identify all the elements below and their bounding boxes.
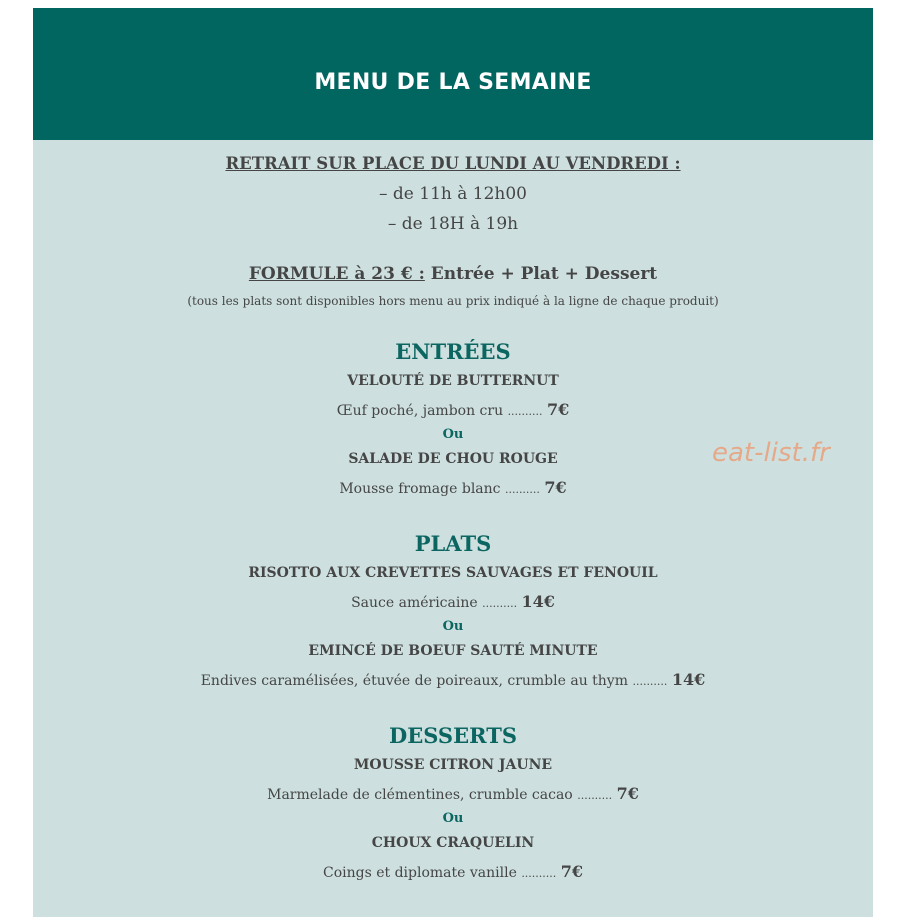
dish-price: 14€ bbox=[671, 670, 706, 689]
dish-price: 7€ bbox=[544, 478, 567, 497]
dish-description: Mousse fromage blanc bbox=[339, 481, 501, 497]
dish-description: Endives caramélisées, étuvée de poireaux, crumble au thym bbox=[200, 673, 628, 689]
dish-price: 7€ bbox=[560, 862, 583, 881]
dish-description: Coings et diplomate vanille bbox=[322, 865, 517, 881]
dish-dots: .......... bbox=[577, 789, 613, 802]
dish-name: MOUSSE CITRON JAUNE bbox=[353, 757, 553, 773]
pickup-title: RETRAIT SUR PLACE DU LUNDI AU VENDREDI : bbox=[225, 154, 681, 173]
dish-name: EMINCÉ DE BOEUF SAUTÉ MINUTE bbox=[308, 643, 598, 659]
menu-title: MENU DE LA SEMAINE bbox=[314, 70, 592, 95]
dish-dots: .......... bbox=[482, 597, 518, 610]
pickup-hours-1: – de 11h à 12h00 bbox=[379, 184, 527, 204]
dish-dots: .......... bbox=[504, 483, 540, 496]
dish-price: 7€ bbox=[616, 784, 639, 803]
dish-price: 14€ bbox=[521, 592, 555, 611]
dish-name: CHOUX CRAQUELIN bbox=[371, 835, 535, 851]
dish-line bbox=[33, 786, 873, 802]
dish-line bbox=[33, 594, 873, 610]
dish-name: RISOTTO AUX CREVETTES SAUVAGES ET FENOUIL bbox=[248, 565, 658, 581]
or-separator: Ou bbox=[442, 619, 464, 634]
dish-name: SALADE DE CHOU ROUGE bbox=[348, 451, 558, 467]
formule-line bbox=[33, 266, 873, 283]
formule-content: Entrée + Plat + Dessert bbox=[430, 264, 658, 284]
or-separator: Ou bbox=[442, 811, 464, 826]
dish-line bbox=[33, 672, 873, 688]
section-title-entrees: ENTRÉES bbox=[395, 339, 511, 364]
dish-line bbox=[33, 864, 873, 880]
dish-line bbox=[33, 480, 873, 496]
dish-price: 7€ bbox=[546, 400, 570, 419]
watermark-logo: eat-list.fr bbox=[712, 438, 830, 468]
dish-dots: .......... bbox=[507, 405, 543, 418]
dish-description: Œuf poché, jambon cru bbox=[336, 403, 504, 419]
dish-name: VELOUTÉ DE BUTTERNUT bbox=[347, 373, 559, 389]
menu-header bbox=[33, 8, 873, 140]
dish-description: Marmelade de clémentines, crumble cacao bbox=[267, 787, 573, 803]
dish-line bbox=[33, 402, 873, 418]
dish-description: Sauce américaine bbox=[351, 595, 478, 611]
formule-label: FORMULE à 23 € : bbox=[248, 264, 425, 284]
menu-panel bbox=[33, 140, 873, 917]
or-separator: Ou bbox=[442, 427, 464, 442]
formule-note: (tous les plats sont disponibles hors menu au prix indiqué à la ligne de chaque produit) bbox=[187, 294, 719, 308]
pickup-hours-2: – de 18H à 19h bbox=[387, 214, 519, 234]
dish-dots: .......... bbox=[632, 675, 668, 688]
section-title-plats: PLATS bbox=[414, 531, 492, 556]
dish-dots: .......... bbox=[521, 867, 557, 880]
section-title-desserts: DESSERTS bbox=[389, 723, 517, 748]
